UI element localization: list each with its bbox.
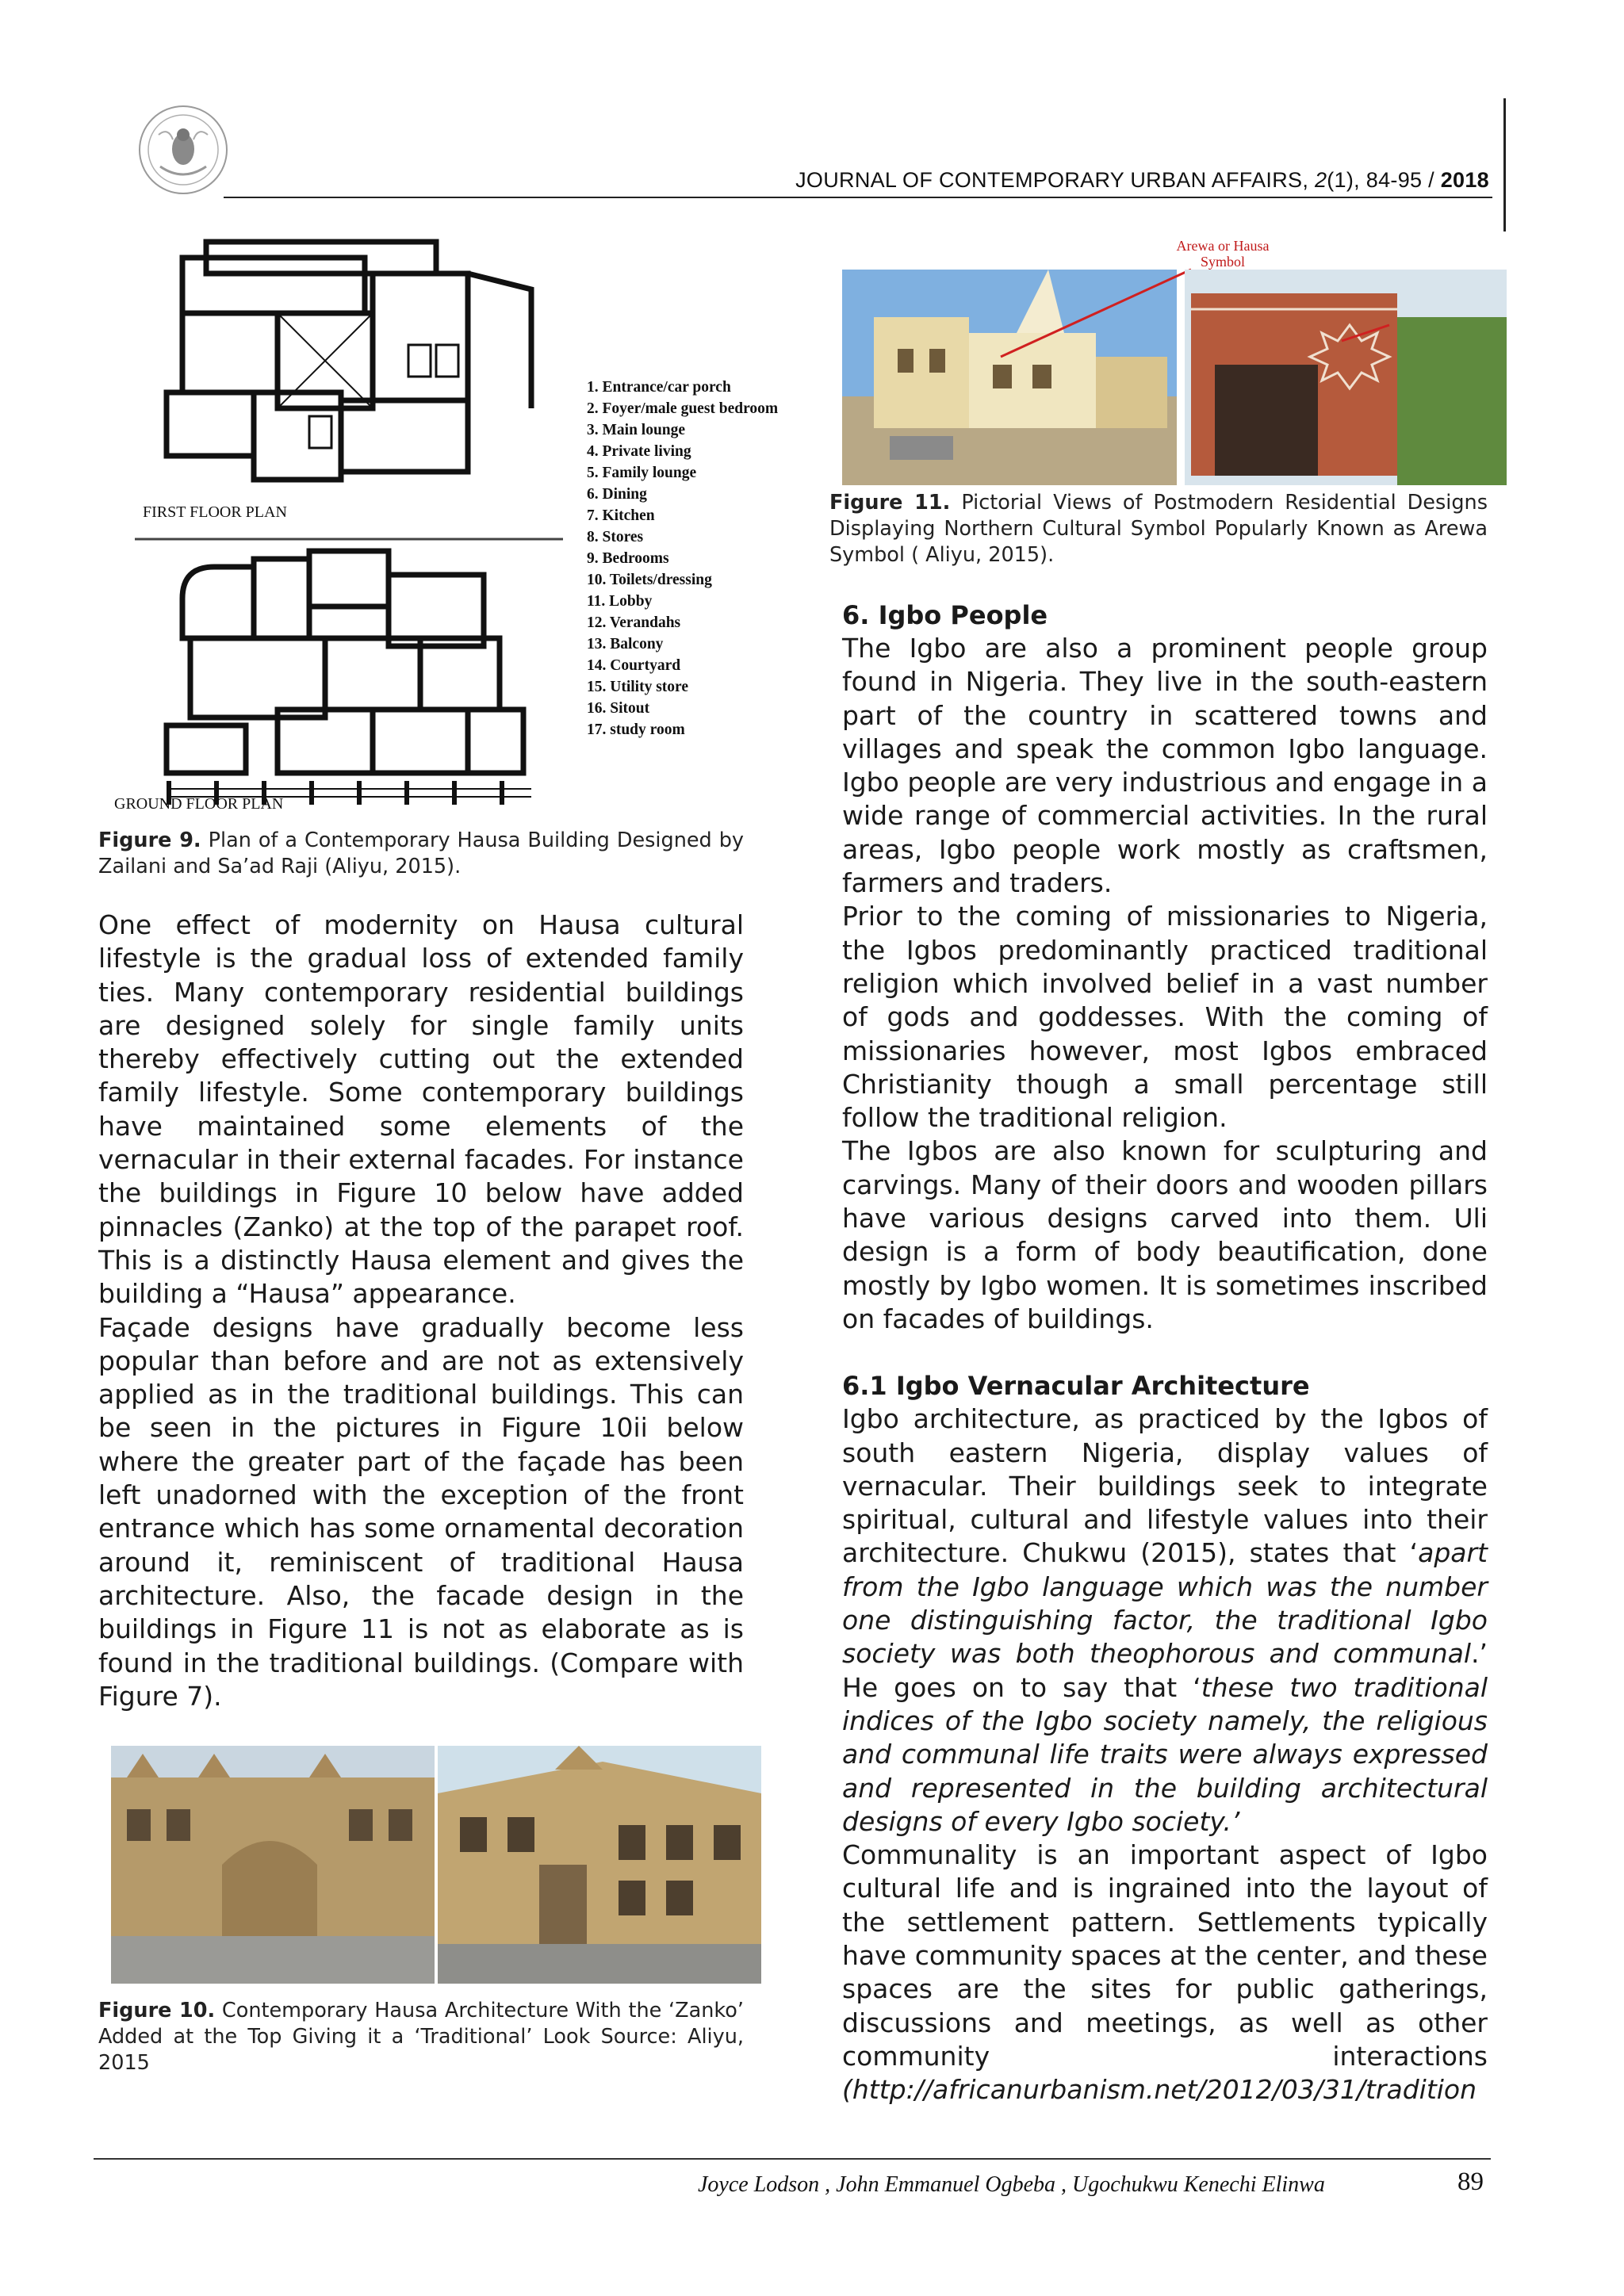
journal-name: JOURNAL OF CONTEMPORARY URBAN AFFAIRS, (795, 168, 1315, 192)
paragraph-spacer (842, 1336, 1488, 1369)
legend-item: 14. Courtyard (587, 657, 681, 674)
figure-9-caption-text: Plan of a Contemporary Hausa Building Designed by Zailani and Sa’ad Raji (Aliyu, 2015). (98, 828, 744, 878)
arewa-symbol-photos (842, 238, 1507, 485)
paragraph: One effect of modernity on Hausa cultural lifestyle is the gradual loss of extended family ties. Many contemporary residential buildings are designed solely for single family units thereby effectively cutting out the extended family lifestyle. Some contemporary buildings have maintained some elements of the vernacular in their external facades. For instance the buildings in Figure 10 below have added pinnacles (Zanko) at the top of the parapet roof. This is a distinctly Hausa element and gives the building a “Hausa” appearance. (98, 909, 744, 1310)
legend-item: 16. Sitout (587, 700, 650, 717)
legend-item: 1. Entrance/car porch (587, 379, 731, 396)
legend-item: 15. Utility store (587, 679, 688, 695)
header-vertical-bar (1503, 98, 1506, 232)
paragraph: Prior to the coming of missionaries to Nigeria, the Igbos predominantly practiced traditional religion which involved belief in a vast number of gods and goddesses. With the coming of missionaries however, most Igbos embraced Christianity though a small percentage still follow the traditional religion. (842, 901, 1488, 1134)
plan-legend (587, 377, 778, 740)
zanko-buildings-photo (111, 1746, 761, 1984)
figure-10-caption-text: Contemporary Hausa Architecture With the ‘Zanko’ Added at the Top Giving it a ‘Traditional’ Look Source: Aliyu, 2015 (98, 1999, 744, 2075)
figure-10-photos (111, 1746, 761, 1984)
legend-item: 9. Bedrooms (587, 550, 669, 567)
journal-header (795, 168, 1489, 193)
legend-item: 10. Toilets/dressing (587, 572, 712, 588)
left-column-text (98, 909, 744, 1713)
quote-run: these two traditional indices of the Igbo society namely, the religious and communal life traits were always expressed and represented in the building architectural designs of every Igbo society.’ (842, 1671, 1488, 1837)
paragraph: The Igbos are also known for sculpturing and carvings. Many of their doors and wooden pillars have various designs carved into them. Uli design is a form of body beautification, done mostly by Igbo women. It is sometimes inscribed on facades of buildings. (842, 1135, 1488, 1334)
arewa-symbol-annotation: Arewa or Hausa Symbol (1176, 238, 1270, 270)
legend-item: 13. Balcony (587, 636, 664, 652)
text-run: Igbo architecture, as practiced by the Igbos of south eastern Nigeria, display values of vernacular. Their buildings seek to integrate spiritual, cultural and lifestyle values into their architecture. Chukwu (2015), states that ‘ (842, 1403, 1488, 1569)
legend-item: 11. Lobby (587, 593, 653, 610)
figure-9-caption-label: Figure 9. (98, 828, 201, 852)
paragraph: The Igbo are also a prominent people group found in Nigeria. They live in the south-eastern part of the country in scattered towns and villages and speak the common Igbo language. Igbo people are very industrious and engage in a wide range of commercial activities. In the rural areas, Igbo people work mostly as craftsmen, farmers and traders. (842, 633, 1488, 899)
ground-floor-plan-label: GROUND FLOOR PLAN (114, 795, 284, 813)
legend-item: 2. Foyer/male guest bedroom (587, 400, 779, 417)
header-rule (224, 197, 1492, 198)
text-run: .’ He goes on to say that ‘ (842, 1638, 1488, 1703)
figure-9-caption (98, 828, 744, 880)
figure-11-caption-text: Pictorial Views of Postmodern Residential Designs Displaying Northern Cultural Symbol Popularly Known as Arewa Symbol ( Aliyu, 2015). (829, 491, 1488, 567)
quote-run: apart from the Igbo language which was the number one distinguishing factor, the traditional Igbo society was both theophorous and communal (842, 1537, 1488, 1670)
legend-item: 7. Kitchen (587, 507, 655, 524)
first-floor-plan-label: FIRST FLOOR PLAN (143, 503, 287, 521)
legend-item: 6. Dining (587, 486, 647, 503)
legend-item: 3. Main lounge (587, 422, 686, 438)
legend-item: 17. study room (587, 721, 685, 738)
journal-volume: 2 (1314, 168, 1327, 192)
figure-9-floor-plans (114, 226, 798, 813)
url-link[interactable]: (http://africanurbanism.net/2012/03/31/tradition (842, 2074, 1477, 2106)
legend-item: 5. Family lounge (587, 465, 697, 481)
figure-11-photos (842, 238, 1507, 485)
legend-item: 12. Verandahs (587, 614, 681, 631)
right-column-text (842, 599, 1488, 2107)
page-number: 89 (1457, 2168, 1484, 2196)
figure-10-caption (98, 1998, 744, 2076)
legend-item: 8. Stores (587, 529, 644, 545)
text-run: Communality is an important aspect of Igbo cultural life and is ingrained into the layout of the settlement pattern. Settlements typically have community spaces at the center, and these spaces are the sites for public gatherings, discussions and meetings, as well as other community interactions (842, 1839, 1488, 2072)
figure-10-caption-label: Figure 10. (98, 1999, 216, 2022)
journal-issue-pages: (1), 84-95 / (1327, 168, 1441, 192)
legend-item: 4. Private living (587, 443, 691, 460)
journal-seal-logo (136, 103, 230, 197)
paragraph: Façade designs have gradually become less popular than before and are not as extensively applied as in the traditional buildings. This can be seen in the pictures in Figure 10ii below where the greater part of the façade has been left unadorned with the exception of the front entrance which has some ornamental decoration around it, reminiscent of traditional Hausa architecture. Also, the facade design in the buildings in Figure 11 is not as elaborate as is found in the traditional buildings. (Compare with Figure 7). (98, 1311, 744, 1712)
figure-11-caption (829, 490, 1488, 568)
figure-11-caption-label: Figure 11. (829, 491, 951, 515)
footer-authors: Joyce Lodson , John Emmanuel Ogbeba , Ugochukwu Kenechi Elinwa (698, 2172, 1325, 2197)
paragraph-with-quotes (842, 1402, 1488, 1839)
paragraph (842, 1839, 1488, 2107)
section-heading-igbo-people: 6. Igbo People (842, 600, 1048, 630)
journal-year: 2018 (1440, 168, 1489, 192)
footer-rule (94, 2158, 1491, 2160)
section-heading-igbo-vernacular-architecture: 6.1 Igbo Vernacular Architecture (842, 1371, 1310, 1402)
